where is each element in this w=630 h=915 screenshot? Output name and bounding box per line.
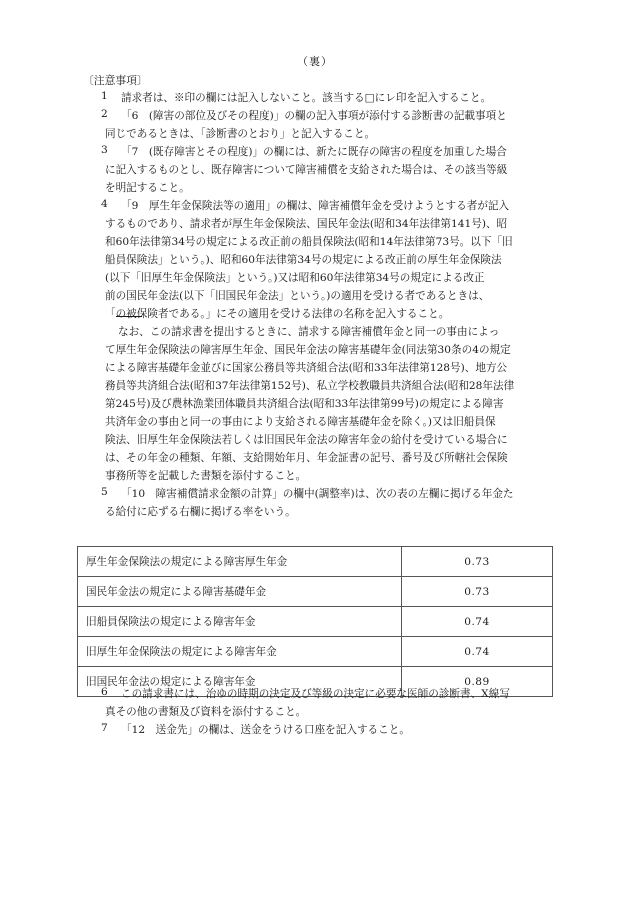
note-text: 船員保険法」という。)、昭和60年法律第34号の規定による改正前の厚生年金保険法 bbox=[105, 254, 502, 266]
law-name-blank bbox=[116, 306, 142, 317]
note-text: 請求者は、※印の欄には記入しないこと。該当する□にレ印を記入すること。 bbox=[121, 92, 492, 104]
note-text: 真その他の書類及び資料を添付すること。 bbox=[105, 706, 307, 718]
note-text: 事務所等を記載した書類を添付すること。 bbox=[105, 470, 307, 482]
note-3 bbox=[0, 144, 630, 162]
note-text: て厚生年金保険法の障害厚生年金、国民年金法の障害基礎年金(同法第30条の4の規定 bbox=[105, 344, 511, 356]
note-text: を明記すること。 bbox=[105, 182, 190, 194]
note-blank-line bbox=[105, 306, 449, 321]
rate-cell: 0.73 bbox=[402, 547, 553, 577]
note-number: 4 bbox=[101, 198, 108, 210]
note-line bbox=[0, 414, 630, 432]
note-6 bbox=[0, 686, 630, 704]
note-number: 7 bbox=[101, 722, 108, 734]
note-line bbox=[0, 162, 630, 180]
note-text: なお、この請求書を提出するときに、請求する障害補償年金と同一の事由によっ bbox=[118, 326, 500, 338]
note-line bbox=[0, 704, 630, 722]
note-text: 同じであるときは、「診断書のとおり」と記入すること。 bbox=[105, 128, 376, 140]
note-number: 3 bbox=[101, 144, 108, 156]
note-text: 務員等共済組合法(昭和37年法律第152号)、私立学校教職員共済組合法(昭和28年法律 bbox=[105, 380, 515, 392]
adjustment-rate-table bbox=[77, 546, 553, 697]
table-row bbox=[78, 637, 553, 667]
note-text: 第245号)及び農林漁業団体職員共済組合法(昭和33年法律第99号)の規定による障害 bbox=[105, 398, 504, 410]
note-line bbox=[0, 270, 630, 288]
note-text: 「12 送金先」の欄は、送金をうける口座を記入すること。 bbox=[121, 724, 410, 736]
note-number: 2 bbox=[101, 108, 108, 120]
note-line bbox=[0, 396, 630, 414]
note-text: (以下「旧厚生年金保険法」という。)又は昭和60年法律第34号の規定による改正 bbox=[105, 272, 485, 284]
note-4 bbox=[0, 198, 630, 216]
note-line bbox=[0, 180, 630, 198]
note-line bbox=[0, 234, 630, 252]
note-text: 「10 障害補償請求金額の計算」の欄中(調整率)は、次の表の左欄に掲げる年金た bbox=[121, 488, 514, 500]
note-line bbox=[0, 306, 630, 324]
notes-section bbox=[0, 90, 630, 522]
note-line bbox=[0, 504, 630, 522]
note-text: る給付に応ずる右欄に掲げる率をいう。 bbox=[105, 506, 296, 518]
note-text: の被保険者である。」にその適用を受ける法律の名称を記入すること。 bbox=[115, 308, 450, 320]
notes-heading: 〔注意事項〕 bbox=[83, 74, 148, 87]
note-number: 6 bbox=[101, 686, 108, 698]
pension-type-cell: 厚生年金保険法の規定による障害厚生年金 bbox=[78, 547, 402, 577]
rate-cell: 0.74 bbox=[402, 607, 553, 637]
pension-type-cell: 旧厚生年金保険法の規定による障害年金 bbox=[78, 637, 402, 667]
note-line bbox=[0, 360, 630, 378]
note-text: 「 bbox=[105, 308, 116, 320]
table-row bbox=[78, 577, 553, 607]
page-side-label: （裏） bbox=[297, 55, 333, 68]
note-5 bbox=[0, 486, 630, 504]
note-7 bbox=[0, 722, 630, 740]
note-line bbox=[0, 378, 630, 396]
note-line bbox=[0, 342, 630, 360]
rate-cell: 0.74 bbox=[402, 637, 553, 667]
note-text: この請求書には、治ゆの時期の決定及び等級の決定に必要な医師の診断書、X線写 bbox=[121, 688, 510, 700]
note-number: 1 bbox=[101, 90, 108, 102]
note-text: 和60年法律第34号の規定による改正前の船員保険法(昭和14年法律第73号。以下「旧 bbox=[105, 236, 513, 248]
note-text: による障害基礎年金並びに国家公務員等共済組合法(昭和33年法律第128号)、地方公 bbox=[105, 362, 508, 374]
note-text: は、その年金の種類、年額、支給開始年月、年金証書の記号、番号及び所轄社会保険 bbox=[105, 452, 508, 464]
note-text: 「9 厚生年金保険法等の適用」の欄は、障害補償年金を受けようとする者が記入 bbox=[121, 200, 510, 212]
note-text: 険法、旧厚生年金保険法若しくは旧国民年金法の障害年金の給付を受けている場合に bbox=[105, 434, 508, 446]
note-line bbox=[0, 468, 630, 486]
pension-type-cell: 旧国民年金法の規定による障害年金 bbox=[78, 667, 402, 697]
table-row bbox=[78, 547, 553, 577]
note-1 bbox=[0, 90, 630, 108]
rate-cell: 0.73 bbox=[402, 577, 553, 607]
note-text: するものであり、請求者が厚生年金保険法、国民年金法(昭和34年法律第141号)、昭 bbox=[105, 218, 508, 230]
notes-after-section bbox=[0, 686, 630, 740]
note-line bbox=[0, 450, 630, 468]
note-text: 「7 (既存障害とその程度)」の欄には、新たに既存の障害の程度を加重した場合 bbox=[121, 146, 507, 158]
pension-type-cell: 国民年金法の規定による障害基礎年金 bbox=[78, 577, 402, 607]
note-line bbox=[0, 216, 630, 234]
note-text: 前の国民年金法(以下「旧国民年金法」という。)の適用を受ける者であるときは、 bbox=[105, 290, 490, 302]
rate-cell: 0.89 bbox=[402, 667, 553, 697]
note-text: 共済年金の事由と同一の事由により支給される障害基礎年金を除く。)又は旧船員保 bbox=[105, 416, 496, 428]
table-row bbox=[78, 607, 553, 637]
note-line bbox=[0, 432, 630, 450]
note-text: 「6 (障害の部位及びその程度)」の欄の記入事項が添付する診断書の記載事項と bbox=[121, 110, 507, 122]
note-2 bbox=[0, 108, 630, 126]
note-line bbox=[0, 252, 630, 270]
note-line bbox=[0, 324, 630, 342]
note-line bbox=[0, 288, 630, 306]
note-line bbox=[0, 126, 630, 144]
note-text: に記入するものとし、既存障害について障害補償を支給された場合は、その該当等級 bbox=[105, 164, 508, 176]
pension-type-cell: 旧船員保険法の規定による障害年金 bbox=[78, 607, 402, 637]
note-number: 5 bbox=[101, 486, 108, 498]
